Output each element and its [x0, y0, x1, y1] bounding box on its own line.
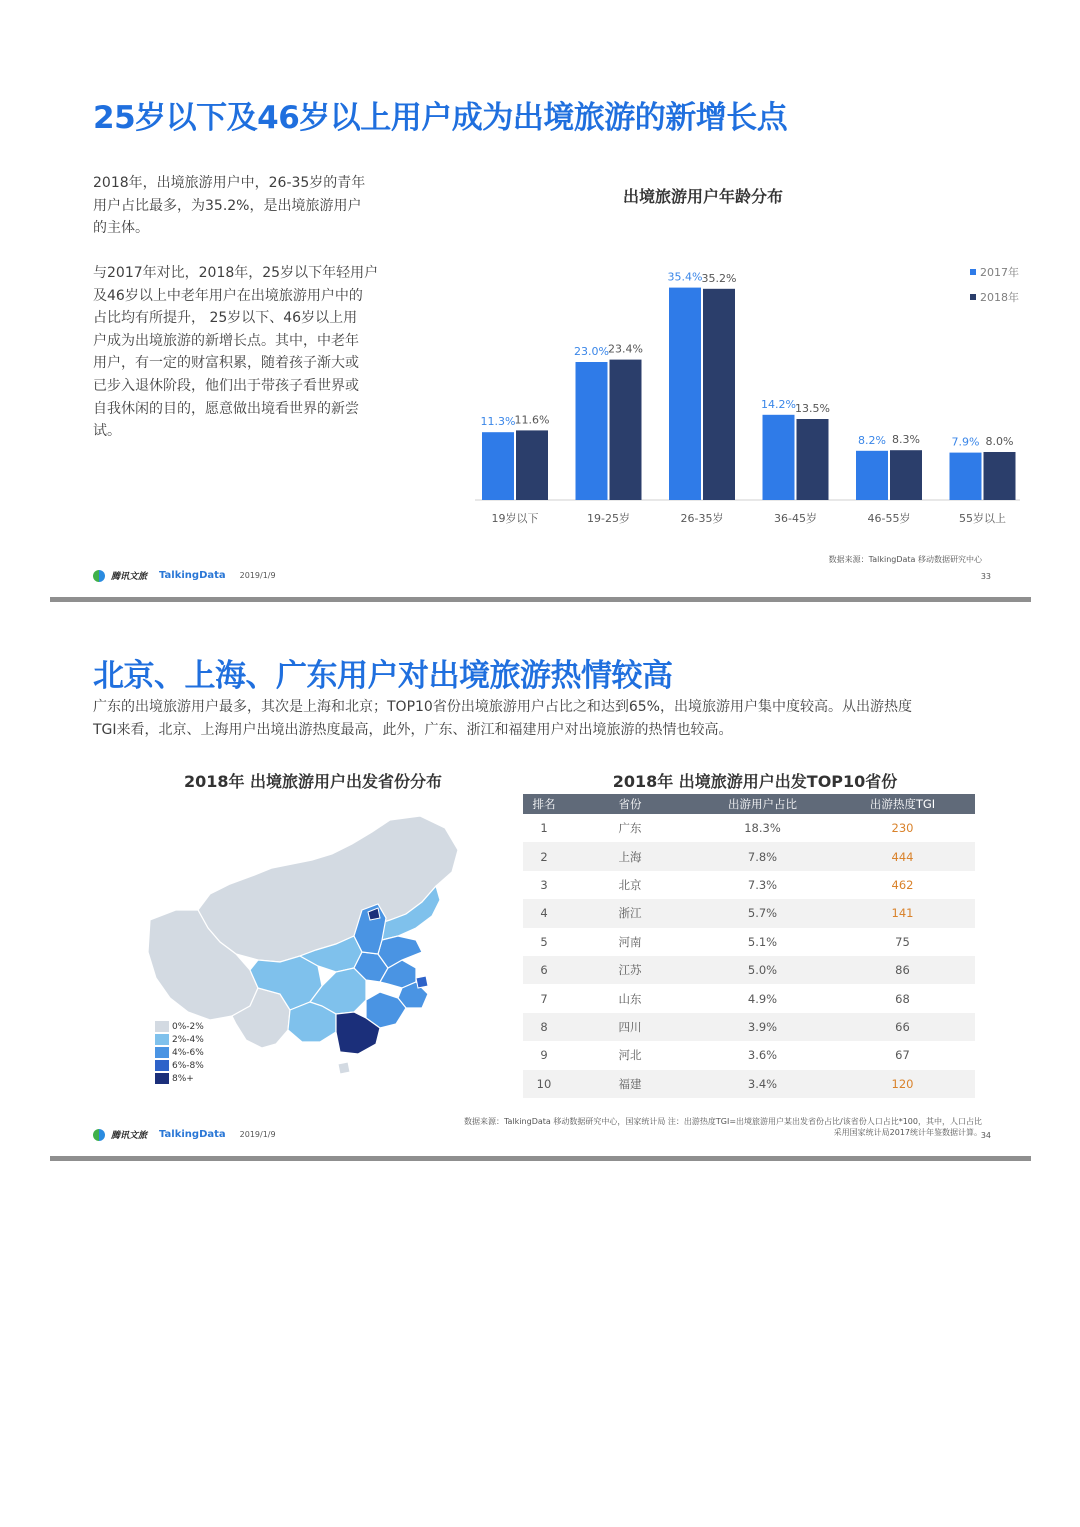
table-row	[523, 842, 975, 870]
cell-tgi: 66	[830, 1013, 975, 1041]
x-tick-label: 26-35岁	[680, 512, 724, 525]
cell-tgi: 75	[895, 934, 910, 949]
data-label: 14.2%	[761, 397, 796, 411]
col-share-header: 出游用户占比	[695, 794, 830, 814]
table-row	[523, 1041, 975, 1069]
para-line: 试。	[93, 423, 121, 440]
cell-share: 3.6%	[747, 1048, 778, 1063]
map-title: 2018年 出境旅游用户出发省份分布	[183, 772, 443, 791]
cell-province: 广东	[618, 821, 642, 836]
cell-share: 7.8%	[695, 842, 830, 870]
slide2-source	[464, 1116, 982, 1138]
x-tick-label: 36-45岁	[774, 512, 817, 525]
cell-share: 3.4%	[695, 1070, 830, 1098]
para-line: 用户占比最多，为35.2%，是出境旅游用户	[93, 197, 362, 214]
data-label: 35.2%	[701, 271, 737, 285]
footer-date: 2019/1/9	[239, 571, 276, 580]
bar-2017	[950, 453, 982, 500]
tencent-logo-icon	[93, 570, 105, 582]
cell-tgi: 68	[895, 991, 910, 1006]
bar-2018	[516, 430, 548, 500]
cell-province: 四川	[565, 1013, 695, 1041]
bar-2017	[669, 288, 701, 500]
legend-label: 2018年	[980, 291, 1019, 304]
cell-rank: 6	[523, 956, 565, 984]
legend-swatch	[155, 1034, 169, 1045]
cell-tgi: 444	[830, 842, 975, 870]
cell-province: 浙江	[565, 899, 695, 927]
data-label: 23.0%	[574, 345, 609, 358]
legend-swatch	[155, 1021, 169, 1032]
brand-talkingdata: TalkingData	[159, 570, 226, 581]
x-tick-label: 46-55岁	[867, 512, 911, 525]
table-row	[523, 984, 975, 1012]
bar-2018	[984, 452, 1016, 500]
bar-2017	[576, 362, 608, 500]
slide1-source: 数据来源：TalkingData 移动数据研究中心	[828, 555, 982, 564]
x-tick-label: 55岁以上	[959, 512, 1006, 525]
slide1-para2	[93, 262, 398, 443]
x-tick-label: 19岁以下	[491, 512, 539, 525]
cell-rank: 5	[540, 934, 548, 949]
cell-share: 18.3%	[744, 821, 781, 836]
cell-province: 河北	[618, 1048, 642, 1063]
bar-2018	[890, 450, 922, 500]
table-row	[523, 899, 975, 927]
slide2-title: 北京、上海、广东用户对出境旅游热情较高	[93, 658, 673, 694]
slide1-page-number: 33	[980, 572, 991, 581]
source-line: 采用国家统计局2017统计年鉴数据计算。	[833, 1128, 982, 1137]
cell-province: 上海	[565, 842, 695, 870]
table-row	[523, 814, 975, 842]
col-tgi-header: 出游热度TGI	[830, 794, 975, 814]
slide-province-distribution	[50, 612, 1031, 1160]
brand-talkingdata: TalkingData	[159, 1129, 226, 1140]
map-legend-item: 4%-6%	[155, 1046, 204, 1059]
map-hainan	[338, 1062, 350, 1074]
slide2-para	[93, 696, 993, 741]
legend-swatch	[155, 1047, 169, 1058]
slide1-para1	[93, 172, 393, 240]
map-legend-item: 0%-2%	[155, 1020, 204, 1033]
footer-date: 2019/1/9	[239, 1130, 276, 1139]
bar-2018	[703, 289, 735, 500]
cell-province: 河南	[618, 934, 642, 949]
data-label: 8.3%	[892, 433, 920, 447]
source-line: 数据来源：TalkingData 移动数据研究中心，国家统计局 注：出游热度TGI=出境旅游用户某出发省份占比/该省份人口占比*100，其中，人口占比	[464, 1117, 982, 1126]
slide1-title: 25岁以下及46岁以上用户成为出境旅游的新增长点	[93, 100, 788, 136]
cell-share: 4.9%	[747, 991, 778, 1006]
data-label: 7.9%	[951, 435, 980, 449]
data-label: 11.3%	[480, 415, 516, 429]
para-line: 自我休闲的目的，愿意做出境看世界的新尝	[93, 400, 359, 417]
cell-province: 北京	[618, 877, 642, 892]
cell-rank: 4	[523, 899, 565, 927]
cell-tgi: 120	[830, 1070, 975, 1098]
slide2-footer-logo	[93, 1128, 276, 1141]
legend-label: 2017年	[980, 266, 1019, 279]
age-bar-chart	[420, 250, 1020, 550]
para-line: 及46岁以上中老年用户在出境旅游用户中的	[93, 287, 363, 304]
cell-tgi: 230	[891, 821, 914, 836]
cell-tgi: 67	[895, 1048, 910, 1063]
cell-rank: 8	[523, 1013, 565, 1041]
table-header-row	[523, 794, 975, 814]
slide-age-distribution	[50, 0, 1031, 600]
data-label: 23.4%	[608, 342, 643, 356]
data-label: 8.2%	[858, 433, 886, 447]
top10-province-table	[523, 794, 975, 1098]
para-line: 的主体。	[93, 220, 149, 237]
cell-tgi: 86	[830, 956, 975, 984]
age-chart-title: 出境旅游用户年龄分布	[622, 187, 783, 206]
map-shanghai	[416, 976, 428, 988]
cell-province: 山东	[618, 991, 642, 1006]
bar-2017	[856, 451, 888, 500]
map-legend-item: 8%+	[155, 1072, 204, 1085]
table-row	[523, 1013, 975, 1041]
cell-rank: 3	[540, 877, 548, 892]
cell-rank: 9	[540, 1048, 548, 1063]
para-line: TGI来看，北京、上海用户出境出游热度最高，此外，广东、浙江和福建用户对出境旅游的热情也较高。	[93, 721, 733, 738]
cell-tgi: 462	[891, 877, 914, 892]
legend-swatch	[970, 294, 976, 300]
map-legend	[155, 1020, 204, 1085]
table-title: 2018年 出境旅游用户出发TOP10省份	[612, 772, 898, 791]
slide2-page-number: 34	[980, 1131, 991, 1140]
cell-rank: 10	[523, 1070, 565, 1098]
slide1-footer-logo	[93, 569, 276, 582]
brand-tencent: 腾讯文旅	[111, 572, 148, 582]
col-province-header: 省份	[565, 794, 695, 814]
table-row	[523, 928, 975, 956]
slide-divider	[50, 1156, 1031, 1161]
bar-2017	[482, 432, 514, 500]
slide-divider	[50, 597, 1031, 602]
para-line: 户成为出境旅游的新增长点。其中，中老年	[93, 332, 359, 349]
para-line: 广东的出境旅游用户最多，其次是上海和北京；TOP10省份出境旅游用户占比之和达到65%，出境旅游用户集中度较高。从出游热度	[93, 699, 912, 715]
legend-swatch	[155, 1060, 169, 1071]
para-line: 2018年，出境旅游用户中，26-35岁的青年	[93, 175, 366, 191]
para-line: 用户，有一定的财富积累，随着孩子渐大或	[93, 355, 359, 372]
cell-share: 5.0%	[695, 956, 830, 984]
x-tick-label: 19-25岁	[587, 512, 630, 525]
bar-2018	[797, 419, 829, 500]
map-legend-item: 2%-4%	[155, 1033, 204, 1046]
cell-province: 江苏	[565, 956, 695, 984]
data-label: 35.4%	[667, 270, 703, 284]
data-label: 13.5%	[795, 402, 830, 415]
data-label: 11.6%	[514, 413, 550, 427]
table-row	[523, 1070, 975, 1098]
para-line: 已步入退休阶段，他们出于带孩子看世界或	[93, 377, 359, 394]
cell-tgi: 141	[830, 899, 975, 927]
cell-share: 5.7%	[695, 899, 830, 927]
col-rank-header: 排名	[523, 794, 565, 814]
tencent-logo-icon	[93, 1129, 105, 1141]
legend-swatch	[155, 1073, 169, 1084]
legend-swatch	[970, 269, 976, 275]
cell-share: 7.3%	[747, 877, 778, 892]
cell-share: 5.1%	[747, 934, 778, 949]
para-line: 与2017年对比，2018年，25岁以下年轻用户	[93, 265, 379, 281]
bar-2017	[763, 415, 795, 500]
cell-rank: 7	[540, 991, 548, 1006]
cell-share: 3.9%	[695, 1013, 830, 1041]
table-row	[523, 871, 975, 899]
cell-rank: 1	[540, 821, 548, 836]
para-line: 占比均有所提升， 25岁以下、46岁以上用	[93, 310, 358, 327]
cell-province: 福建	[565, 1070, 695, 1098]
brand-tencent: 腾讯文旅	[111, 1131, 148, 1141]
bar-2018	[610, 360, 642, 500]
data-label: 8.0%	[985, 435, 1014, 448]
map-legend-item: 6%-8%	[155, 1059, 204, 1072]
map-base-region	[198, 816, 458, 962]
table-row	[523, 956, 975, 984]
cell-rank: 2	[523, 842, 565, 870]
